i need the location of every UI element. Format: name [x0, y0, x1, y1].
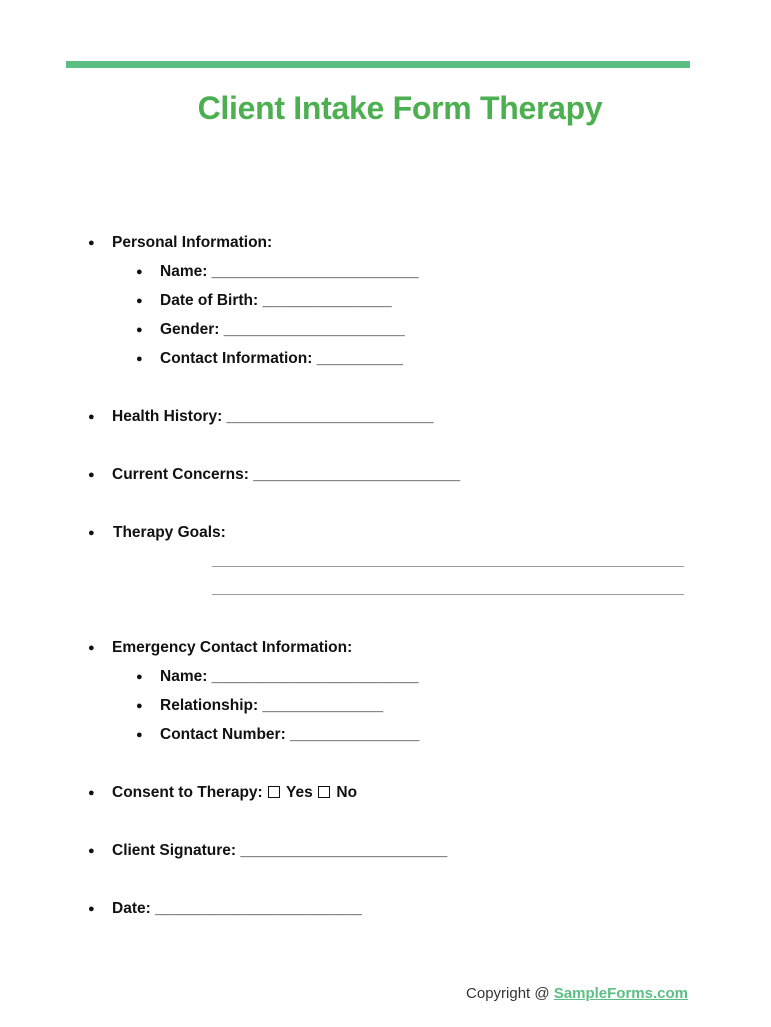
personal-info-heading: Personal Information:: [112, 234, 273, 251]
bullet: ●: [136, 671, 143, 683]
emergency-contact-heading: Emergency Contact Information:: [112, 639, 353, 656]
bullet: ●: [88, 787, 95, 799]
consent-no-checkbox[interactable]: [318, 786, 330, 798]
bullet: ●: [88, 469, 95, 481]
page-title: Client Intake Form Therapy: [197, 90, 603, 126]
name-field[interactable]: Name: ________________________: [160, 263, 419, 280]
relationship-field[interactable]: Relationship: ______________: [160, 697, 384, 714]
emergency-name-field[interactable]: Name: ________________________: [160, 668, 419, 685]
health-history-field[interactable]: Health History: ________________________: [112, 408, 434, 425]
contact-number-field[interactable]: Contact Number: _______________: [160, 726, 420, 743]
client-signature-field[interactable]: Client Signature: ________________________: [112, 842, 448, 859]
current-concerns-field[interactable]: Current Concerns: ________________________: [112, 466, 461, 483]
therapy-goals-label: Therapy Goals:: [113, 524, 226, 541]
consent-label: Consent to Therapy:: [112, 784, 263, 801]
date-field[interactable]: Date: ________________________: [112, 900, 362, 917]
therapy-goals-line-2[interactable]: [212, 594, 684, 595]
bullet: ●: [136, 700, 143, 712]
bullet: ●: [88, 642, 95, 654]
therapy-goals-line-1[interactable]: [212, 566, 684, 567]
bullet: ●: [88, 411, 95, 423]
consent-yes-label[interactable]: Yes: [286, 784, 313, 801]
bullet: ●: [136, 266, 143, 278]
bullet: ●: [136, 353, 143, 365]
bullet: ●: [136, 729, 143, 741]
consent-yes-checkbox[interactable]: [268, 786, 280, 798]
bullet: ●: [88, 527, 95, 539]
consent-no-label[interactable]: No: [336, 784, 358, 801]
top-accent-bar: [66, 61, 690, 68]
copyright-text: Copyright @: [466, 985, 550, 1002]
brand-link[interactable]: SampleForms.com: [553, 985, 688, 1002]
bullet: ●: [88, 845, 95, 857]
contact-info-field[interactable]: Contact Information: __________: [160, 350, 403, 367]
bullet: ●: [136, 295, 143, 307]
bullet: ●: [88, 237, 95, 249]
dob-field[interactable]: Date of Birth: _______________: [160, 292, 392, 309]
footer: [466, 985, 688, 1002]
gender-field[interactable]: Gender: _____________________: [160, 321, 405, 338]
bullet: ●: [88, 903, 95, 915]
consent-row: [112, 783, 357, 803]
bullet: ●: [136, 324, 143, 336]
